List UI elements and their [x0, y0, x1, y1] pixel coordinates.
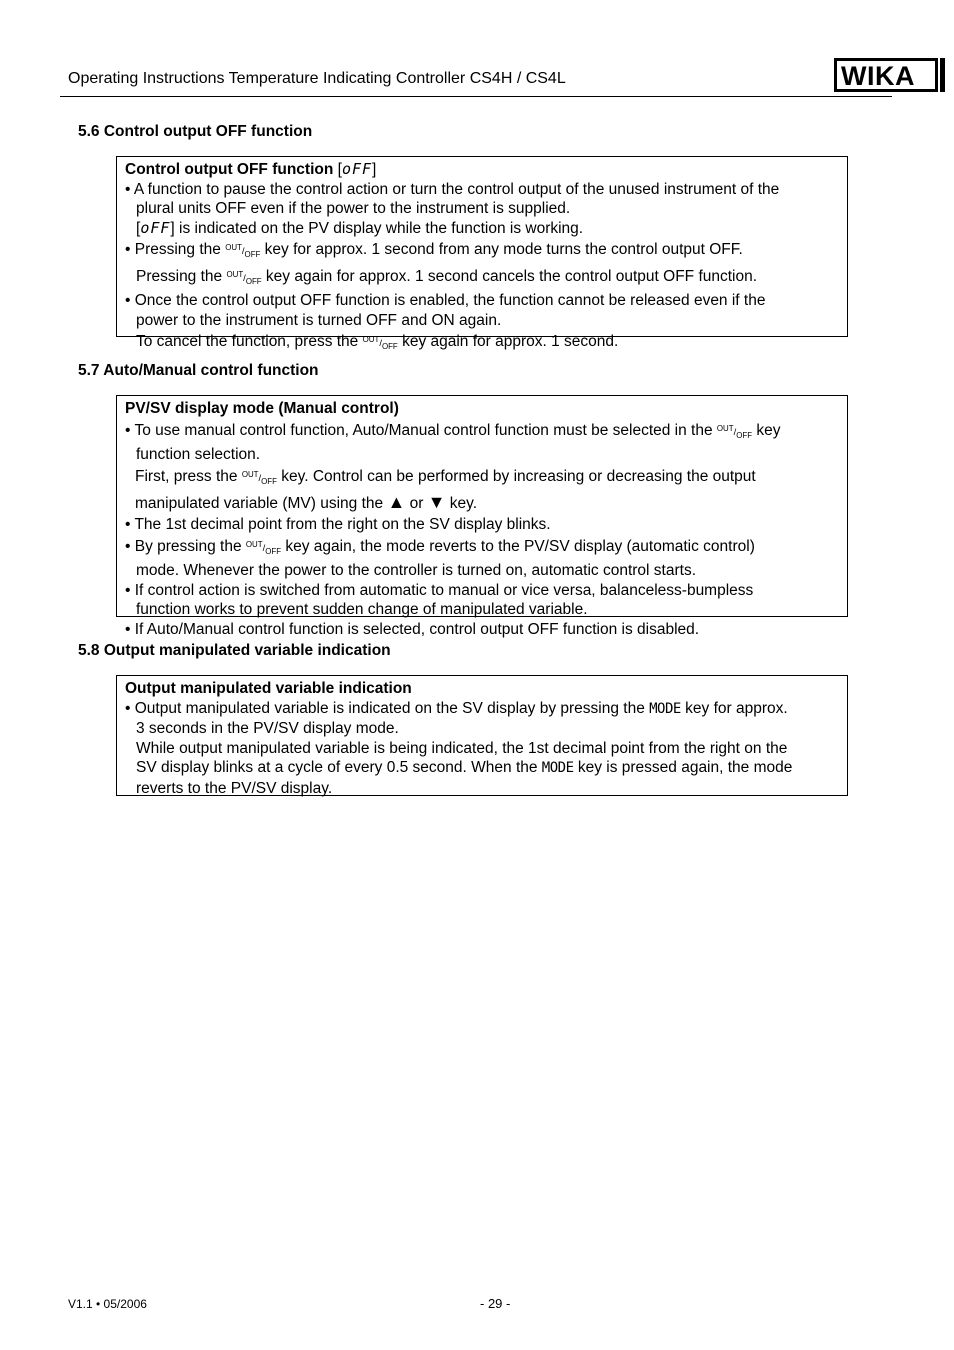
- key-off: OFF: [244, 250, 261, 260]
- key-off: OFF: [245, 276, 262, 286]
- page-header: [60, 58, 915, 97]
- key-slash: /: [241, 246, 245, 258]
- text-span: key. Control can be performed by increasing or decreasing the output: [276, 467, 756, 485]
- section-heading-5-7: 5.7 Auto/Manual control function: [78, 362, 319, 379]
- out-off-key-label: [716, 423, 753, 440]
- text-line: • If control action is switched from automatic to manual or vice versa, balanceless-bumpless: [125, 581, 754, 599]
- key-out: OUT: [716, 423, 734, 433]
- text-line: [125, 465, 839, 492]
- out-off-key-label: [241, 469, 277, 486]
- box-title: Control output OFF function: [125, 161, 334, 178]
- manual-control-box: [116, 395, 848, 638]
- text-span: key is pressed again, the mode: [573, 759, 793, 776]
- text-line: [125, 758, 839, 779]
- text-line: mode. Whenever the power to the controller is turned on, automatic control starts.: [136, 562, 696, 580]
- text-line: • A function to pause the control action or turn the control output of the unused instrument of the: [125, 180, 780, 198]
- key-out: OUT: [362, 335, 380, 345]
- text-line: [oFF] is indicated on the PV display while the function is working.: [136, 218, 584, 237]
- text-span: • Pressing the: [125, 241, 226, 259]
- down-arrow-icon: ▼: [427, 492, 446, 513]
- output-mv-box: [116, 675, 848, 796]
- text-line: [125, 238, 839, 265]
- text-span: key for approx. 1 second from any mode turns the control output OFF.: [260, 241, 743, 259]
- text-span: • By pressing the: [125, 537, 246, 555]
- text-span: key for approx.: [680, 699, 788, 717]
- key-slash: /: [262, 542, 266, 554]
- section-heading-5-6: 5.6 Control output OFF function: [78, 123, 313, 140]
- key-slash: /: [733, 426, 737, 438]
- key-out: OUT: [241, 469, 259, 479]
- text-span: Pressing the: [136, 267, 227, 285]
- key-slash: /: [258, 472, 262, 484]
- text-line: While output manipulated variable is being indicated, the 1st decimal point from the right on the: [136, 739, 788, 757]
- key-out: OUT: [226, 269, 244, 279]
- key-slash: /: [243, 272, 246, 284]
- text-line: • The 1st decimal point from the right on the SV display blinks.: [125, 516, 551, 534]
- wika-logo: [834, 58, 938, 92]
- text-span: key: [752, 421, 781, 439]
- segment-code: oFF: [341, 160, 373, 178]
- text-span: • To use manual control function, Auto/Manual control function must be selected in the: [125, 421, 717, 439]
- logo-text: WIKA: [841, 61, 915, 91]
- section-heading-5-8: 5.8 Output manipulated variable indication: [78, 642, 391, 659]
- box-title-line: Control output OFF function [oFF]: [125, 160, 377, 178]
- text-line: power to the instrument is turned OFF and ON again.: [136, 311, 502, 329]
- text-span: key again, the mode reverts to the PV/SV display (automatic control): [281, 537, 755, 555]
- text-span: key again for approx. 1 second cancels the control output OFF function.: [261, 267, 758, 285]
- logo-bar: [940, 58, 945, 92]
- text-span: or: [405, 495, 428, 513]
- page-number: - 29 -: [480, 1296, 511, 1311]
- mode-key-label: MODE: [541, 760, 574, 776]
- text-line: [125, 535, 839, 562]
- text-line: plural units OFF even if the power to the instrument is supplied.: [136, 200, 571, 217]
- text-span: key again for approx. 1 second.: [397, 333, 619, 351]
- text-span: manipulated variable (MV) using the: [135, 495, 388, 513]
- text-line: • Once the control output OFF function is enabled, the function cannot be released even if the: [125, 292, 766, 310]
- out-off-key-label: [362, 335, 398, 352]
- text-line: • If Auto/Manual control function is selected, control output OFF function is disabled.: [125, 620, 700, 638]
- out-off-key-label: [245, 539, 282, 556]
- text-line: [125, 330, 839, 357]
- key-off: OFF: [261, 476, 277, 486]
- text-span: First, press the: [135, 467, 242, 485]
- text-span: ] is indicated on the PV display while the function is working.: [170, 219, 584, 237]
- text-line: [125, 491, 839, 515]
- text-line: function works to prevent sudden change of manipulated variable.: [136, 601, 588, 619]
- out-off-key-label: [226, 269, 262, 286]
- key-out: OUT: [245, 539, 263, 549]
- key-off: OFF: [265, 546, 282, 556]
- text-span: To cancel the function, press the: [136, 333, 363, 351]
- key-off: OFF: [736, 430, 753, 440]
- document-title: Operating Instructions Temperature Indicating Controller CS4H / CS4L: [68, 70, 566, 87]
- out-off-key-label: [225, 243, 261, 260]
- key-slash: /: [379, 338, 382, 350]
- mode-key-label: MODE: [649, 700, 681, 717]
- text-line: [125, 699, 839, 720]
- text-line: [125, 265, 839, 292]
- key-off: OFF: [381, 342, 398, 352]
- text-line: [125, 419, 839, 446]
- box-title: Output manipulated variable indication: [125, 680, 412, 697]
- control-output-off-box: [116, 156, 848, 352]
- text-line: reverts to the PV/SV display.: [136, 779, 333, 797]
- text-span: key.: [445, 495, 478, 513]
- key-out: OUT: [225, 243, 242, 252]
- up-arrow-icon: ▲: [387, 492, 406, 513]
- box-title: PV/SV display mode (Manual control): [125, 400, 399, 417]
- text-line: 3 seconds in the PV/SV display mode.: [136, 720, 399, 737]
- text-span: • Output manipulated variable is indicated on the SV display by pressing the: [125, 699, 650, 717]
- text-line: function selection.: [136, 446, 261, 464]
- segment-code: oFF: [140, 218, 171, 237]
- text-span: SV display blinks at a cycle of every 0.5 second. When the: [136, 759, 542, 776]
- footer-version: V1.1 • 05/2006: [68, 1297, 147, 1311]
